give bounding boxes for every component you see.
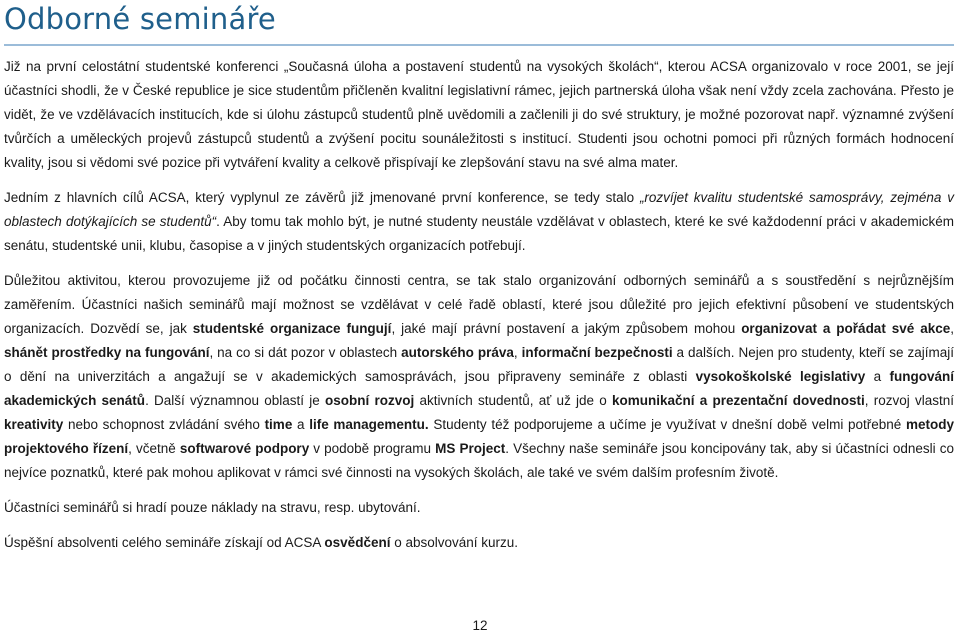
paragraph-text: nebo schopnost zvládání svého [63,417,265,432]
paragraph-acsa-goal [4,186,954,258]
paragraph-text: . Aby tomu tak mohlo být, je nutné studenty neustále vzdělávat v oblastech, které ke své každodenní práci v akademickém senátu, studentské unii, klubu, časopise a v jiných studentských organizacích potřebují. [4,214,955,253]
bold-term: osobní rozvoj [325,393,415,408]
paragraph-text: , na co si dát pozor v oblastech [209,345,402,360]
bold-term: life managementu. [309,417,429,432]
paragraph-intro [4,55,954,175]
bold-term: time [264,417,293,432]
paragraph-text: Důležitou aktivitou, kterou provozujeme již od počátku činnosti centra, se tak stalo organizování odborných seminářů a s soustředění s nejrůznějším zaměřením. Účastníci našich seminářů mají možnost se vzdělávat v celé řadě oblastí, které jsou důležité pro jejich efektivní působení ve studentských organizacích. Dozvědí se, jak [4,273,954,336]
paragraph-text: Účastníci seminářů si hradí pouze náklady na stravu, resp. ubytování. [4,500,421,515]
paragraph-seminars [4,269,954,485]
bold-term: informační bezpečnosti [521,345,673,360]
paragraph-text: , [950,321,954,336]
bold-term: metody projektového řízení [4,417,954,456]
paragraph-text: Úspěšní absolventi celého semináře získají od ACSA [4,535,325,550]
paragraph-text: a [292,417,310,432]
bold-term: studentské organizace fungují [192,321,392,336]
paragraph-text: aktivních studentů, ať už jde o [414,393,613,408]
bold-term: shánět prostředky na fungování [4,345,210,360]
italic-quote: „rozvíjet kvalitu studentské samosprávy, zejména v oblastech dotýkajících se studentů“ [4,190,954,229]
paragraph-text: , jaké mají právní postavení a jakým způsobem mohou [391,321,742,336]
paragraph-text: . Další významnou oblastí je [145,393,326,408]
paragraph-text: v podobě programu [309,441,436,456]
bold-term: vysokoškolské legislativy [695,369,866,384]
paragraph-text: Jedním z hlavních cílů ACSA, který vyplynul ze závěrů již jmenované první konference, se tedy stalo [4,190,640,205]
paragraph-text: . Všechny naše semináře jsou koncipovány tak, aby si účastníci odnesli co nejvíce poznatků, které pak mohou aplikovat v rámci své činnosti na vysokých školách, ale také ve svém dalším profesním životě. [4,441,954,480]
bold-term: organizovat a pořádat své akce [741,321,951,336]
bold-term: kreativity [4,417,64,432]
page-number: 12 [472,618,488,633]
paragraph-text: Studenty též podporujeme a učíme je využívat v dnešní době velmi potřebné [428,417,906,432]
paragraph-text: , včetně [128,441,180,456]
paragraph-text: , [513,345,522,360]
bold-term: softwarové podpory [179,441,310,456]
bold-term: osvědčení [324,535,391,550]
bold-term: komunikační a prezentační dovednosti [612,393,865,408]
paragraph-fees [4,496,954,520]
paragraph-text: o absolvování kurzu. [390,535,519,550]
bold-term: autorského práva [401,345,514,360]
paragraph-text: , rozvoj vlastní [864,393,955,408]
bold-term: fungování akademických senátů [4,369,954,408]
title-underline-divider [4,44,954,46]
paragraph-certificate [4,531,954,555]
page-title: Odborné semináře [4,2,276,36]
paragraph-text: Již na první celostátní studentské konferenci „Současná úloha a postavení studentů na vysokých školách“, kterou ACSA organizovalo v roce 2001, se její účastníci shodli, že v České republice je sice studentům přičleněn kvalitní legislativní rámec, jejich partnerská úloha však není vždy zcela zachována. Přesto je vidět, že ve vzdělávacích institucích, kde si úlohu zástupců studentů plně uvědomili a začlenili ji do své struktury, je možné pozorovat např. významné zvýšení tvůrčích a uměleckých projevů zástupců studentů a zvýšení pocitu sounáležitosti s institucí. Studenti jsou ochotni pomoci při různých formách hodnocení kvality, jsou si vědomi své pozice při vytváření kvality a celkově přispívají ke zlepšování stavu na své alma mater. [4,59,954,170]
bold-term: MS Project [435,441,506,456]
paragraph-text: a [865,369,890,384]
paragraph-text: a dalších. Nejen pro studenty, kteří se zajímají o dění na univerzitách a angažují se v akademických samosprávách, jsou připraveny semináře z oblasti [4,345,954,384]
